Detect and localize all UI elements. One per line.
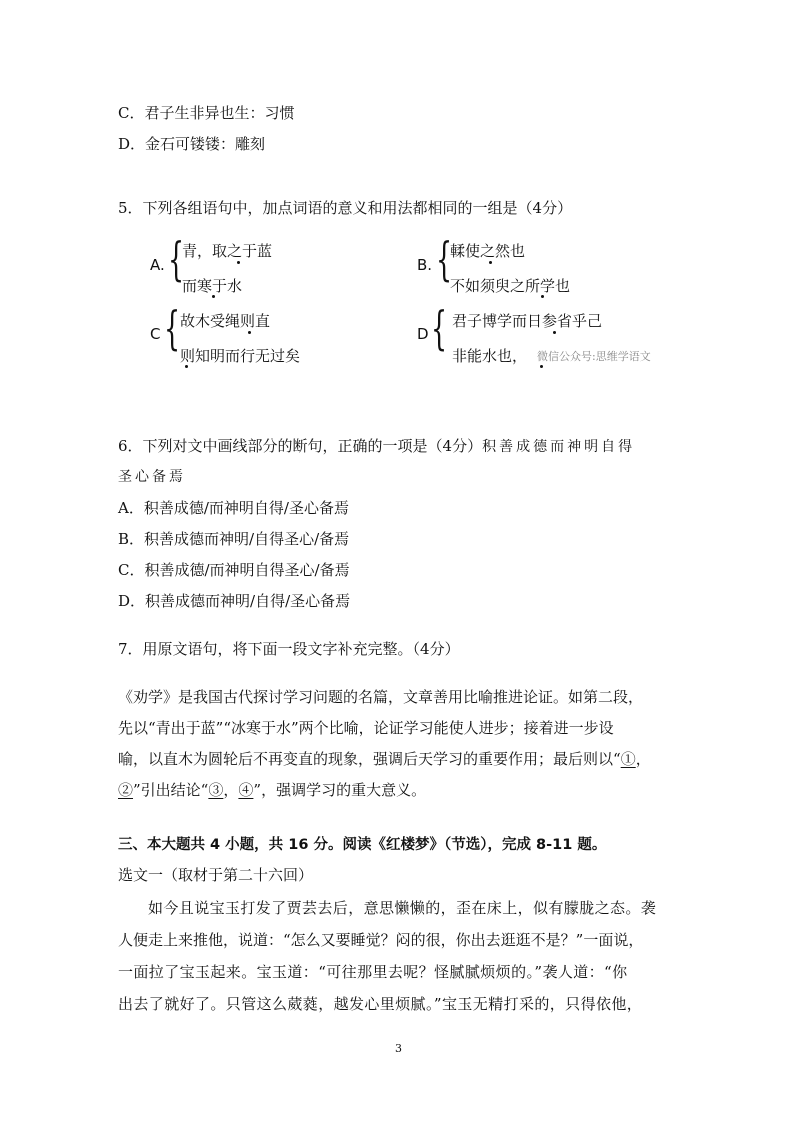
- q4-option-d: D．金石可镂镂：雕刻: [118, 135, 266, 153]
- q5-c-dot1: [248, 331, 251, 334]
- blank-1: ①: [620, 750, 636, 768]
- q5-d-label: D: [417, 325, 429, 343]
- section3-subtitle: 选文一（取材于第二十六回）: [118, 866, 314, 884]
- q7-para-line2: 先以“青出于蓝”“冰寒于水”两个比喻，论证学习能使人进步；接着进一步设: [118, 719, 614, 737]
- page-number: 3: [395, 1042, 402, 1055]
- q5-d-dot2: [540, 365, 543, 368]
- passage-line3: 一面拉了宝玉起来。宝玉道：“可往那里去呢？怪腻腻烦烦的。”袭人道：“你: [118, 963, 628, 981]
- section3-title: 三、本大题共 4 小题，共 16 分。阅读《红楼梦》（节选），完成 8-11 题。: [118, 837, 607, 853]
- q7-para-line4-mid: ”引出结论“: [133, 781, 209, 799]
- q5-a-dot2: [212, 295, 215, 298]
- q7-para-line4-comma: ，: [223, 781, 239, 799]
- q5-a-brace: {: [168, 232, 185, 286]
- q5-b-label: B.: [417, 256, 433, 274]
- q4-option-c: C．君子生非异也生：习惯: [118, 104, 295, 122]
- q5-a-dot1: [237, 261, 240, 264]
- q5-a-label: A.: [150, 256, 165, 274]
- q5-a-line1: 青，取之于蓝: [182, 242, 273, 260]
- q6-stem: [118, 435, 635, 456]
- q6-stem-line2: 圣心备焉: [118, 469, 186, 485]
- q7-para-line3: [118, 748, 651, 769]
- q5-a-line2: 而寒于水: [182, 277, 243, 295]
- q6-option-a: A．积善成德/而神明自得/圣心备焉: [118, 499, 349, 517]
- q7-para-line3-comma: ，: [635, 750, 651, 768]
- q6-stem-passage: 积善成德而神明自得: [482, 439, 636, 455]
- passage-line1: 如今且说宝玉打发了贾芸去后，意思懒懒的，歪在床上，似有朦胧之态。袭: [148, 899, 657, 917]
- q5-d-dot1: [553, 331, 556, 334]
- q5-d-brace: {: [431, 301, 448, 355]
- q6-option-d: D．积善成德而神明/自得/圣心备焉: [118, 592, 351, 610]
- q5-b-dot1: [489, 261, 492, 264]
- q5-b-dot2: [541, 295, 544, 298]
- q5-d-line2: 非能水也，: [452, 347, 528, 365]
- q5-b-line2: 不如须臾之所学也: [450, 277, 571, 295]
- blank-2: ②: [118, 781, 134, 799]
- q5-c-dot2: [185, 365, 188, 368]
- q7-para-line3-text: 喻，以直木为圆轮后不再变直的现象，强调后天学习的重要作用；最后则以“: [118, 750, 621, 768]
- q6-option-b: B．积善成德而神明/自得圣心/备焉: [118, 530, 350, 548]
- q5-c-line2: 则知明而行无过矣: [180, 347, 301, 365]
- q7-para-line4-end: ”，强调学习的重大意义。: [253, 781, 427, 799]
- q6-option-c: C．积善成德/而神明自得圣心/备焉: [118, 561, 350, 579]
- passage-line2: 人便走上来推他，说道：“怎么又要睡觉？闷的很，你出去逛逛不是？”一面说，: [118, 931, 644, 949]
- q7-stem: 7．用原文语句，将下面一段文字补充完整。（4分）: [118, 640, 460, 658]
- blank-3: ③: [208, 781, 224, 799]
- q5-stem: 5．下列各组语句中，加点词语的意义和用法都相同的一组是（4分）: [118, 199, 573, 217]
- q5-d-line1: 君子博学而日参省乎己: [452, 312, 603, 330]
- q5-c-brace: {: [164, 301, 181, 355]
- q5-c-label: C: [150, 325, 161, 343]
- q5-c-line1: 故木受绳则直: [180, 312, 271, 330]
- q5-b-line1: 輮使之然也: [450, 242, 526, 260]
- q7-para-line4: [118, 779, 426, 800]
- q6-stem-text: 6．下列对文中画线部分的断句，正确的一项是（4分）: [118, 437, 483, 455]
- passage-line4: 出去了就好了。只管这么葳蕤，越发心里烦腻。”宝玉无精打采的，只得依他，: [118, 995, 643, 1013]
- q5-b-brace: {: [436, 232, 453, 286]
- q7-para-line1: 《劝学》是我国古代探讨学习问题的名篇，文章善用比喻推进论证。如第二段，: [118, 688, 644, 706]
- blank-4: ④: [238, 781, 254, 799]
- watermark-text: 微信公众号:思维学语文: [537, 350, 651, 363]
